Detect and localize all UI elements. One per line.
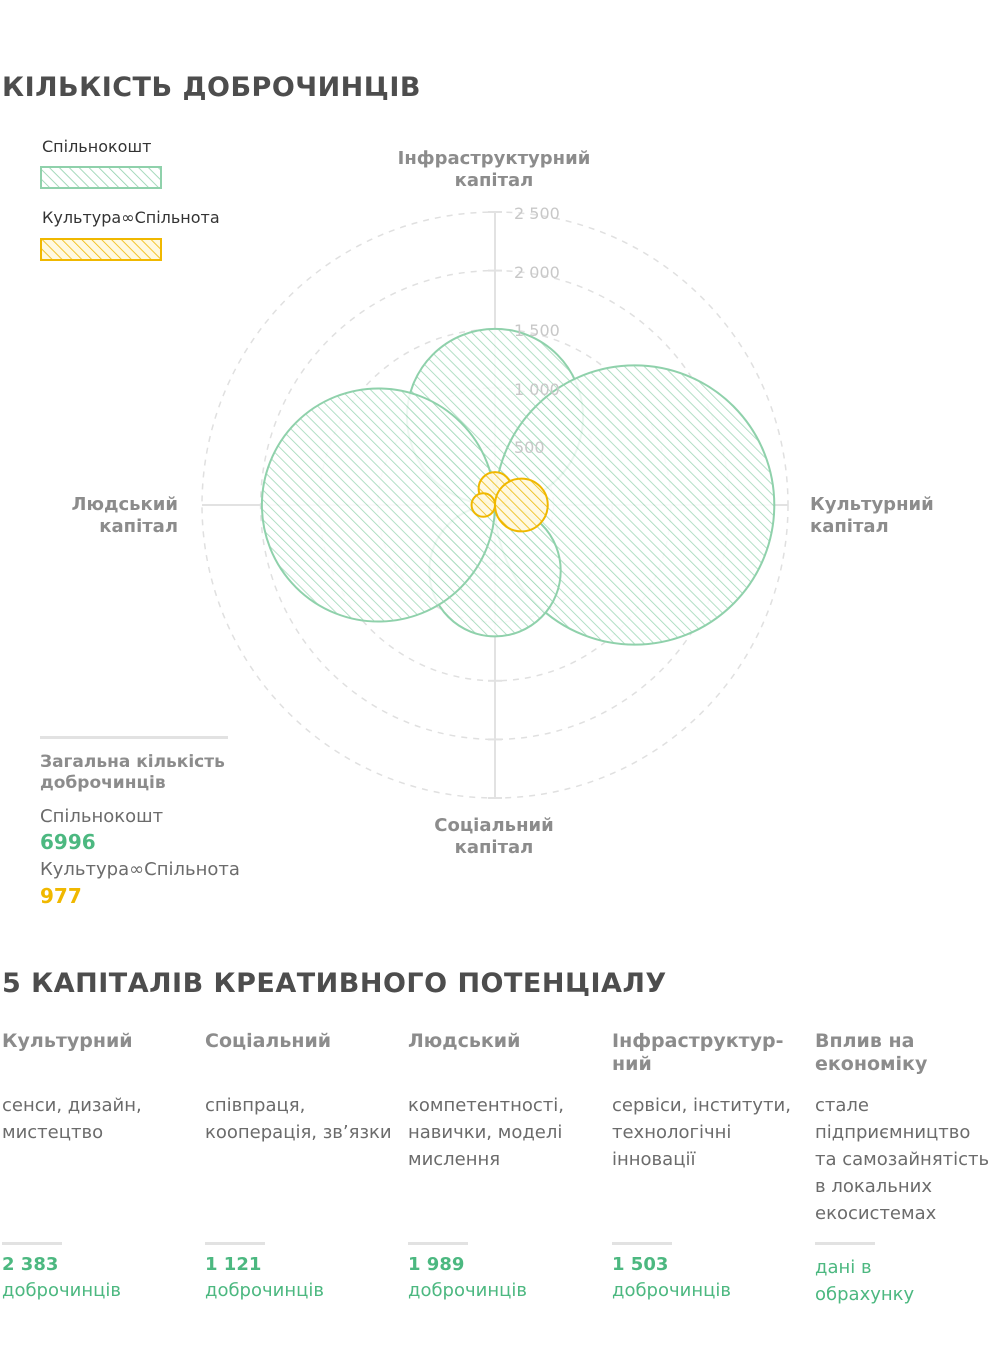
capital-card-human xyxy=(408,1030,603,1301)
legend-swatch-series2 xyxy=(41,239,161,260)
capital-divider xyxy=(205,1242,265,1245)
capital-card-social xyxy=(205,1030,400,1301)
capital-count: 2 383 xyxy=(2,1254,59,1275)
legend-label-series1: Спільнокошт xyxy=(42,137,152,156)
capital-name: Культурний xyxy=(2,1030,133,1052)
petal-series1-left xyxy=(262,388,495,621)
capital-count: 1 989 xyxy=(408,1254,465,1275)
axis-label-bottom: Соціальний капітал xyxy=(434,815,554,858)
capital-description: співпраця, кооперація, зв’язки xyxy=(205,1095,392,1143)
capital-name: Людський xyxy=(408,1030,521,1052)
capital-unit: доброчинців xyxy=(205,1280,324,1301)
totals-heading: Загальна кількість доброчинців xyxy=(40,752,225,793)
axis-label-top: Інфраструктурний капітал xyxy=(397,148,591,191)
capital-divider xyxy=(408,1242,468,1245)
totals-series1-name: Спільнокошт xyxy=(40,806,164,827)
capital-name: Соціальний xyxy=(205,1030,332,1052)
totals-divider xyxy=(40,736,228,739)
tick-label: 2 500 xyxy=(514,204,560,223)
capital-count: 1 503 xyxy=(612,1254,669,1275)
capital-description: компетентності, навички, моделі мислення xyxy=(408,1095,565,1170)
totals-series1-value: 6996 xyxy=(40,830,96,854)
capital-card-cultural xyxy=(2,1030,197,1301)
petal-series2-right xyxy=(495,479,548,532)
tick-label: 2 000 xyxy=(514,263,560,282)
capital-divider xyxy=(612,1242,672,1245)
chart-title: КІЛЬКІСТЬ ДОБРОЧИНЦІВ xyxy=(2,72,421,103)
capital-divider xyxy=(815,1242,875,1245)
capital-description: стале підприємництво та самозайнятість в локальних екосистемах xyxy=(815,1095,990,1224)
tick-label: 1 500 xyxy=(514,321,560,340)
axis-label-right: Культурний капітал xyxy=(810,494,934,537)
capital-count: 1 121 xyxy=(205,1254,262,1275)
capital-name: Інфраструктур-ний xyxy=(612,1030,784,1075)
capital-description: сенси, дизайн, мистецтво xyxy=(2,1095,142,1143)
axis-label-left: Людський капітал xyxy=(71,494,178,537)
capital-unit: доброчинців xyxy=(612,1280,731,1301)
capital-description: сервіси, інститути, технологічні інновації xyxy=(612,1095,791,1170)
capital-card-infrastructure xyxy=(612,1030,807,1301)
petal-series2-left xyxy=(472,493,495,516)
capital-divider xyxy=(2,1242,62,1245)
tick-label: 500 xyxy=(514,438,545,457)
tick-label: 1 000 xyxy=(514,380,560,399)
totals-series2-name: Культура∞Спільнота xyxy=(40,859,240,880)
capital-unit: доброчинців xyxy=(408,1280,527,1301)
section-title: 5 КАПІТАЛІВ КРЕАТИВНОГО ПОТЕНЦІАЛУ xyxy=(2,968,667,999)
capital-name: Вплив на економіку xyxy=(815,1030,928,1075)
capital-unit: доброчинців xyxy=(2,1280,121,1301)
legend-label-series2: Культура∞Спільнота xyxy=(42,208,220,227)
capital-unit: дані в обрахунку xyxy=(815,1257,915,1305)
totals-series2-value: 977 xyxy=(40,884,82,908)
capital-card-economy xyxy=(815,1030,995,1305)
legend-swatch-series1 xyxy=(41,167,161,188)
